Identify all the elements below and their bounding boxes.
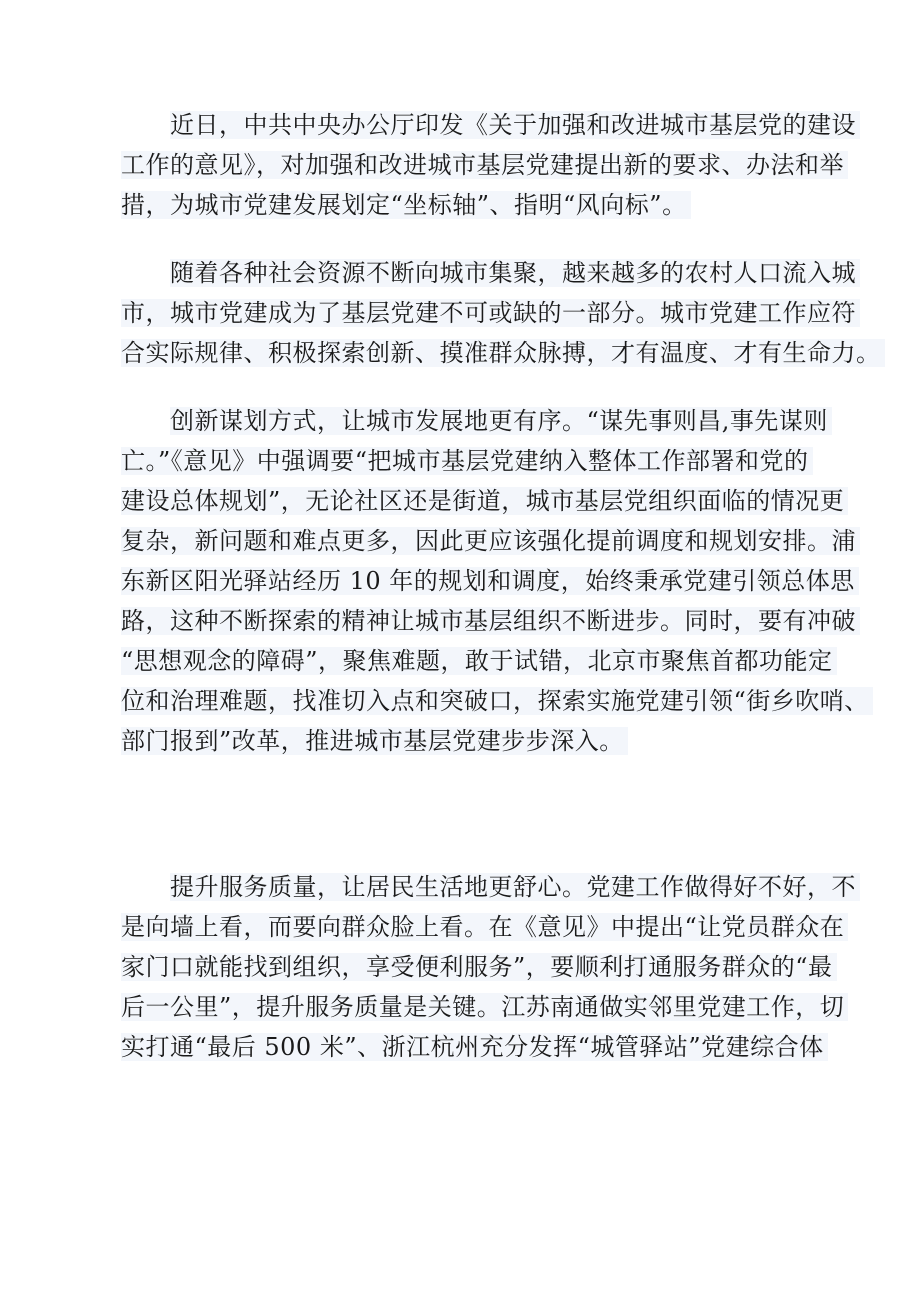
paragraph-line: 复杂，新问题和难点更多，因此更应该强化提前调度和规划安排。浦 — [121, 521, 790, 561]
paragraph-line: 东新区阳光驿站经历 10 年的规划和调度，始终秉承党建引领总体思 — [121, 561, 790, 601]
paragraph-4 — [121, 867, 856, 1067]
paragraph-line: 路，这种不断探索的精神让城市基层组织不断进步。同时，要有冲破 — [121, 601, 790, 641]
paragraph-2 — [121, 253, 881, 373]
paragraph-line: “思想观念的障碍”，聚焦难题，敢于试错，北京市聚焦首都功能定 — [121, 641, 790, 681]
paragraph-line: 实打通“最后 500 米”、浙江杭州充分发挥“城管驿站”党建综合体 — [121, 1027, 790, 1067]
paragraph-line: 措，为城市党建发展划定“坐标轴”、指明“风向标”。 — [121, 185, 790, 225]
paragraph-3 — [121, 401, 869, 761]
paragraph-line: 提升服务质量，让居民生活地更舒心。党建工作做得好不好，不 — [170, 867, 790, 907]
paragraph-line: 工作的意见》，对加强和改进城市基层党建提出新的要求、办法和举 — [121, 145, 790, 185]
paragraph-line: 是向墙上看，而要向群众脸上看。在《意见》中提出“让党员群众在 — [121, 907, 790, 947]
paragraph-line: 位和治理难题，找准切入点和突破口，探索实施党建引领“街乡吹哨、 — [121, 681, 790, 721]
paragraph-line: 亡。”《意见》中强调要“把城市基层党建纳入整体工作部署和党的 — [121, 441, 790, 481]
paragraph-1 — [121, 105, 856, 225]
paragraph-line: 近日，中共中央办公厅印发《关于加强和改进城市基层党的建设 — [170, 105, 790, 145]
paragraph-line: 后一公里”，提升服务质量是关键。江苏南通做实邻里党建工作，切 — [121, 987, 790, 1027]
paragraph-line: 随着各种社会资源不断向城市集聚，越来越多的农村人口流入城 — [170, 253, 790, 293]
paragraph-line: 家门口就能找到组织，享受便利服务”，要顺利打通服务群众的“最 — [121, 947, 790, 987]
paragraph-line: 市，城市党建成为了基层党建不可或缺的一部分。城市党建工作应符 — [121, 293, 790, 333]
paragraph-line: 创新谋划方式，让城市发展地更有序。“谋先事则昌,事先谋则 — [170, 401, 790, 441]
paragraph-line: 合实际规律、积极探索创新、摸准群众脉搏，才有温度、才有生命力。 — [121, 333, 790, 373]
paragraph-line: 建设总体规划”，无论社区还是街道，城市基层党组织面临的情况更 — [121, 481, 790, 521]
paragraph-line: 部门报到”改革，推进城市基层党建步步深入。 — [121, 721, 790, 761]
